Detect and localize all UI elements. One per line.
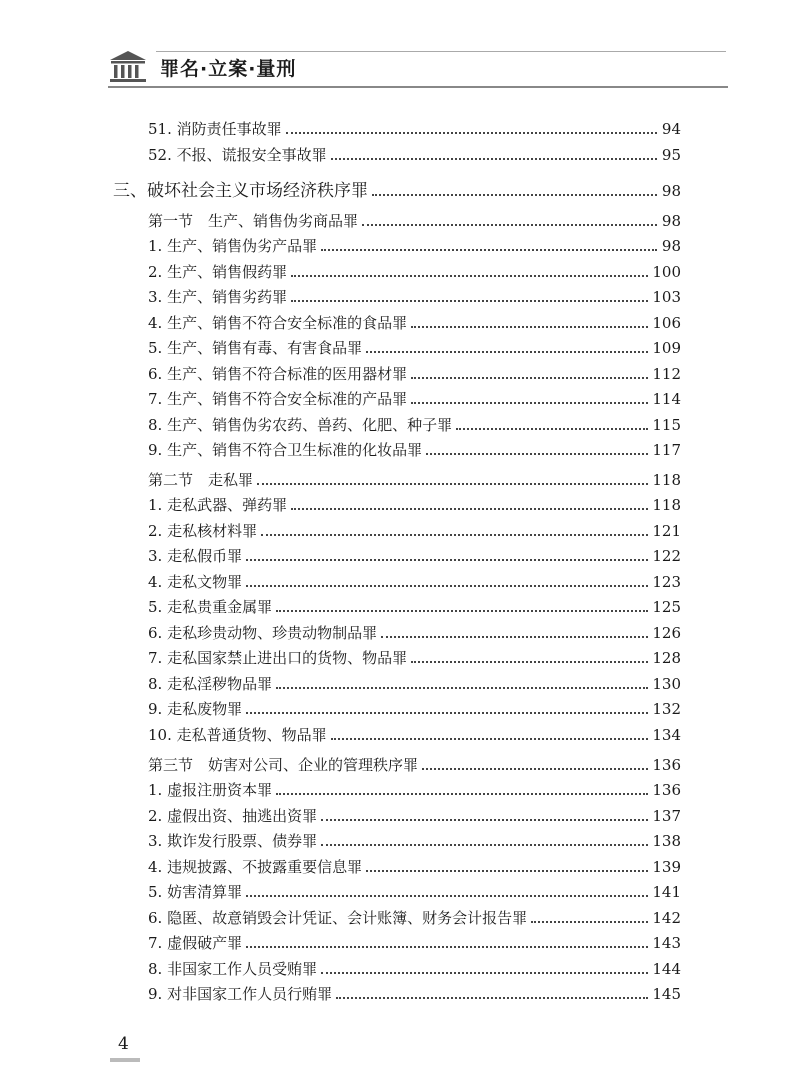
toc-entry — [148, 852, 681, 877]
toc-entry — [148, 490, 681, 515]
toc-section-entry — [148, 465, 681, 490]
toc-entry — [148, 516, 681, 541]
dot-leader — [531, 917, 648, 923]
toc-entry — [148, 567, 681, 592]
toc-entry-title: 8. 生产、销售伪劣农药、兽药、化肥、种子罪 — [148, 416, 453, 434]
toc-entry — [148, 720, 681, 745]
toc-entry-title: 7. 走私国家禁止进出口的货物、物品罪 — [148, 649, 408, 667]
toc-entry-title: 6. 走私珍贵动物、珍贵动物制品罪 — [148, 624, 378, 642]
toc-entry-title: 2. 生产、销售假药罪 — [148, 263, 288, 281]
toc-entry-title: 5. 妨害清算罪 — [148, 883, 243, 901]
toc-entry-page: 118 — [652, 471, 681, 489]
toc-entry-page: 121 — [652, 522, 681, 540]
toc-entry-title: 1. 生产、销售伪劣产品罪 — [148, 237, 318, 255]
toc-entry-page: 137 — [652, 807, 681, 825]
dot-leader — [246, 942, 648, 948]
toc-entry-title: 4. 违规披露、不披露重要信息罪 — [148, 858, 363, 876]
toc-entry — [148, 775, 681, 800]
dot-leader — [276, 683, 648, 689]
dot-leader — [411, 373, 648, 379]
page-number: 4 — [118, 1034, 129, 1054]
dot-leader — [286, 128, 657, 134]
toc-entry-page: 141 — [652, 883, 681, 901]
dot-leader — [372, 190, 657, 196]
toc-entry-title: 9. 生产、销售不符合卫生标准的化妆品罪 — [148, 441, 423, 459]
toc-entry-page: 130 — [652, 675, 681, 693]
toc-entry — [148, 231, 681, 256]
dot-leader — [321, 815, 648, 821]
toc-entry — [148, 903, 681, 928]
toc-entry-title: 9. 走私废物罪 — [148, 700, 243, 718]
toc-entry — [148, 801, 681, 826]
toc-entry-title: 52. 不报、谎报安全事故罪 — [148, 146, 327, 164]
toc-entry — [148, 359, 681, 384]
toc-entry-page: 136 — [652, 756, 681, 774]
toc-entry-title: 6. 生产、销售不符合标准的医用器材罪 — [148, 365, 408, 383]
dot-leader — [362, 220, 657, 226]
toc-entry — [148, 435, 681, 460]
dot-leader — [411, 657, 648, 663]
dot-leader — [331, 154, 657, 160]
toc-entry-page: 103 — [652, 288, 681, 306]
toc-entry-title: 2. 虚假出资、抽逃出资罪 — [148, 807, 318, 825]
dot-leader — [246, 708, 648, 714]
toc-entry-page: 109 — [652, 339, 681, 357]
toc-entry — [148, 114, 681, 139]
toc-entry — [148, 694, 681, 719]
toc-entry-page: 94 — [661, 120, 681, 138]
toc-entry-page: 144 — [652, 960, 681, 978]
toc-entry-page: 132 — [652, 700, 681, 718]
toc-entry-page: 139 — [652, 858, 681, 876]
header-title: 罪名·立案·量刑 — [160, 58, 297, 80]
toc-entry — [148, 308, 681, 333]
toc-entry-title: 3. 走私假币罪 — [148, 547, 243, 565]
toc-entry-page: 98 — [661, 237, 681, 255]
toc-entry — [148, 257, 681, 282]
toc-entry-page: 112 — [652, 365, 681, 383]
toc-section-entry — [148, 206, 681, 231]
dot-leader — [411, 398, 648, 404]
header-top-rule — [156, 51, 726, 52]
toc-entry — [148, 954, 681, 979]
toc-entry-page: 98 — [661, 182, 681, 200]
dot-leader — [321, 968, 648, 974]
toc-entry-title: 51. 消防责任事故罪 — [148, 120, 282, 138]
toc-entry-title: 10. 走私普通货物、物品罪 — [148, 726, 327, 744]
toc-entry-title: 5. 走私贵重金属罪 — [148, 598, 273, 616]
toc-entry-page: 95 — [661, 146, 681, 164]
toc-section-entry — [148, 750, 681, 775]
toc-entry-title: 4. 走私文物罪 — [148, 573, 243, 591]
dot-leader — [291, 504, 648, 510]
toc-entry — [148, 541, 681, 566]
dot-leader — [246, 581, 648, 587]
toc-entry-page: 142 — [652, 909, 681, 927]
dot-leader — [246, 891, 648, 897]
dot-leader — [261, 530, 648, 536]
dot-leader — [291, 296, 648, 302]
toc-entry-page: 145 — [652, 985, 681, 1003]
dot-leader — [276, 789, 648, 795]
dot-leader — [331, 734, 649, 740]
toc-entry-page: 118 — [652, 496, 681, 514]
toc-entry-page: 106 — [652, 314, 681, 332]
toc-entry-title: 3. 生产、销售劣药罪 — [148, 288, 288, 306]
toc-entry — [148, 928, 681, 953]
toc-entry-title: 7. 虚假破产罪 — [148, 934, 243, 952]
toc-entry-title: 9. 对非国家工作人员行贿罪 — [148, 985, 333, 1003]
toc-entry — [148, 282, 681, 307]
toc-entry-page: 98 — [661, 212, 681, 230]
dot-leader — [321, 245, 657, 251]
toc-entry-page: 128 — [652, 649, 681, 667]
toc-entry — [148, 410, 681, 435]
toc-entry-page: 125 — [652, 598, 681, 616]
page-footer — [110, 1034, 140, 1054]
toc-entry — [148, 826, 681, 851]
toc-entry-title: 1. 虚报注册资本罪 — [148, 781, 273, 799]
classical-building-icon — [108, 50, 148, 84]
toc-entry-page: 126 — [652, 624, 681, 642]
toc-entry-page: 100 — [652, 263, 681, 281]
toc-entry — [148, 669, 681, 694]
toc-entry — [148, 979, 681, 1004]
toc-entry-title: 8. 走私淫秽物品罪 — [148, 675, 273, 693]
toc-entry — [148, 384, 681, 409]
dot-leader — [426, 449, 648, 455]
dot-leader — [276, 606, 648, 612]
toc-entry — [148, 333, 681, 358]
toc-entry — [148, 618, 681, 643]
dot-leader — [366, 347, 648, 353]
toc-entry — [148, 643, 681, 668]
dot-leader — [321, 840, 648, 846]
dot-leader — [336, 993, 648, 999]
header-rule — [108, 86, 728, 88]
toc-entry-title: 4. 生产、销售不符合安全标准的食品罪 — [148, 314, 408, 332]
toc-entry-title: 5. 生产、销售有毒、有害食品罪 — [148, 339, 363, 357]
toc-entry — [148, 140, 681, 165]
footer-bar — [110, 1058, 140, 1062]
dot-leader — [411, 322, 648, 328]
toc-entry-page: 136 — [652, 781, 681, 799]
toc-entry-page: 134 — [652, 726, 681, 744]
toc-entry-page: 138 — [652, 832, 681, 850]
dot-leader — [257, 479, 648, 485]
toc-entry — [148, 592, 681, 617]
toc-entry-title: 7. 生产、销售不符合安全标准的产品罪 — [148, 390, 408, 408]
dot-leader — [366, 866, 648, 872]
toc-entry-title: 第三节 妨害对公司、企业的管理秩序罪 — [148, 756, 419, 774]
toc-entry-title: 2. 走私核材料罪 — [148, 522, 258, 540]
toc-entry-page: 143 — [652, 934, 681, 952]
toc-entry-title: 三、破坏社会主义市场经济秩序罪 — [113, 181, 368, 201]
dot-leader — [291, 271, 648, 277]
dot-leader — [246, 555, 648, 561]
toc-entry-title: 3. 欺诈发行股票、债券罪 — [148, 832, 318, 850]
toc-entry — [148, 877, 681, 902]
toc-chapter-entry — [113, 176, 681, 201]
toc-entry-page: 123 — [652, 573, 681, 591]
toc-entry-title: 1. 走私武器、弹药罪 — [148, 496, 288, 514]
toc-entry-page: 115 — [652, 416, 681, 434]
toc-entry-title: 8. 非国家工作人员受贿罪 — [148, 960, 318, 978]
toc-entry-title: 第一节 生产、销售伪劣商品罪 — [148, 212, 359, 230]
toc-entry-title: 第二节 走私罪 — [148, 471, 254, 489]
dot-leader — [422, 764, 648, 770]
running-header — [108, 46, 728, 86]
toc-entry-title: 6. 隐匿、故意销毁会计凭证、会计账簿、财务会计报告罪 — [148, 909, 528, 927]
dot-leader — [456, 424, 648, 430]
dot-leader — [381, 632, 648, 638]
toc-entry-page: 117 — [652, 441, 681, 459]
toc-entry-page: 122 — [652, 547, 681, 565]
toc-entry-page: 114 — [652, 390, 681, 408]
